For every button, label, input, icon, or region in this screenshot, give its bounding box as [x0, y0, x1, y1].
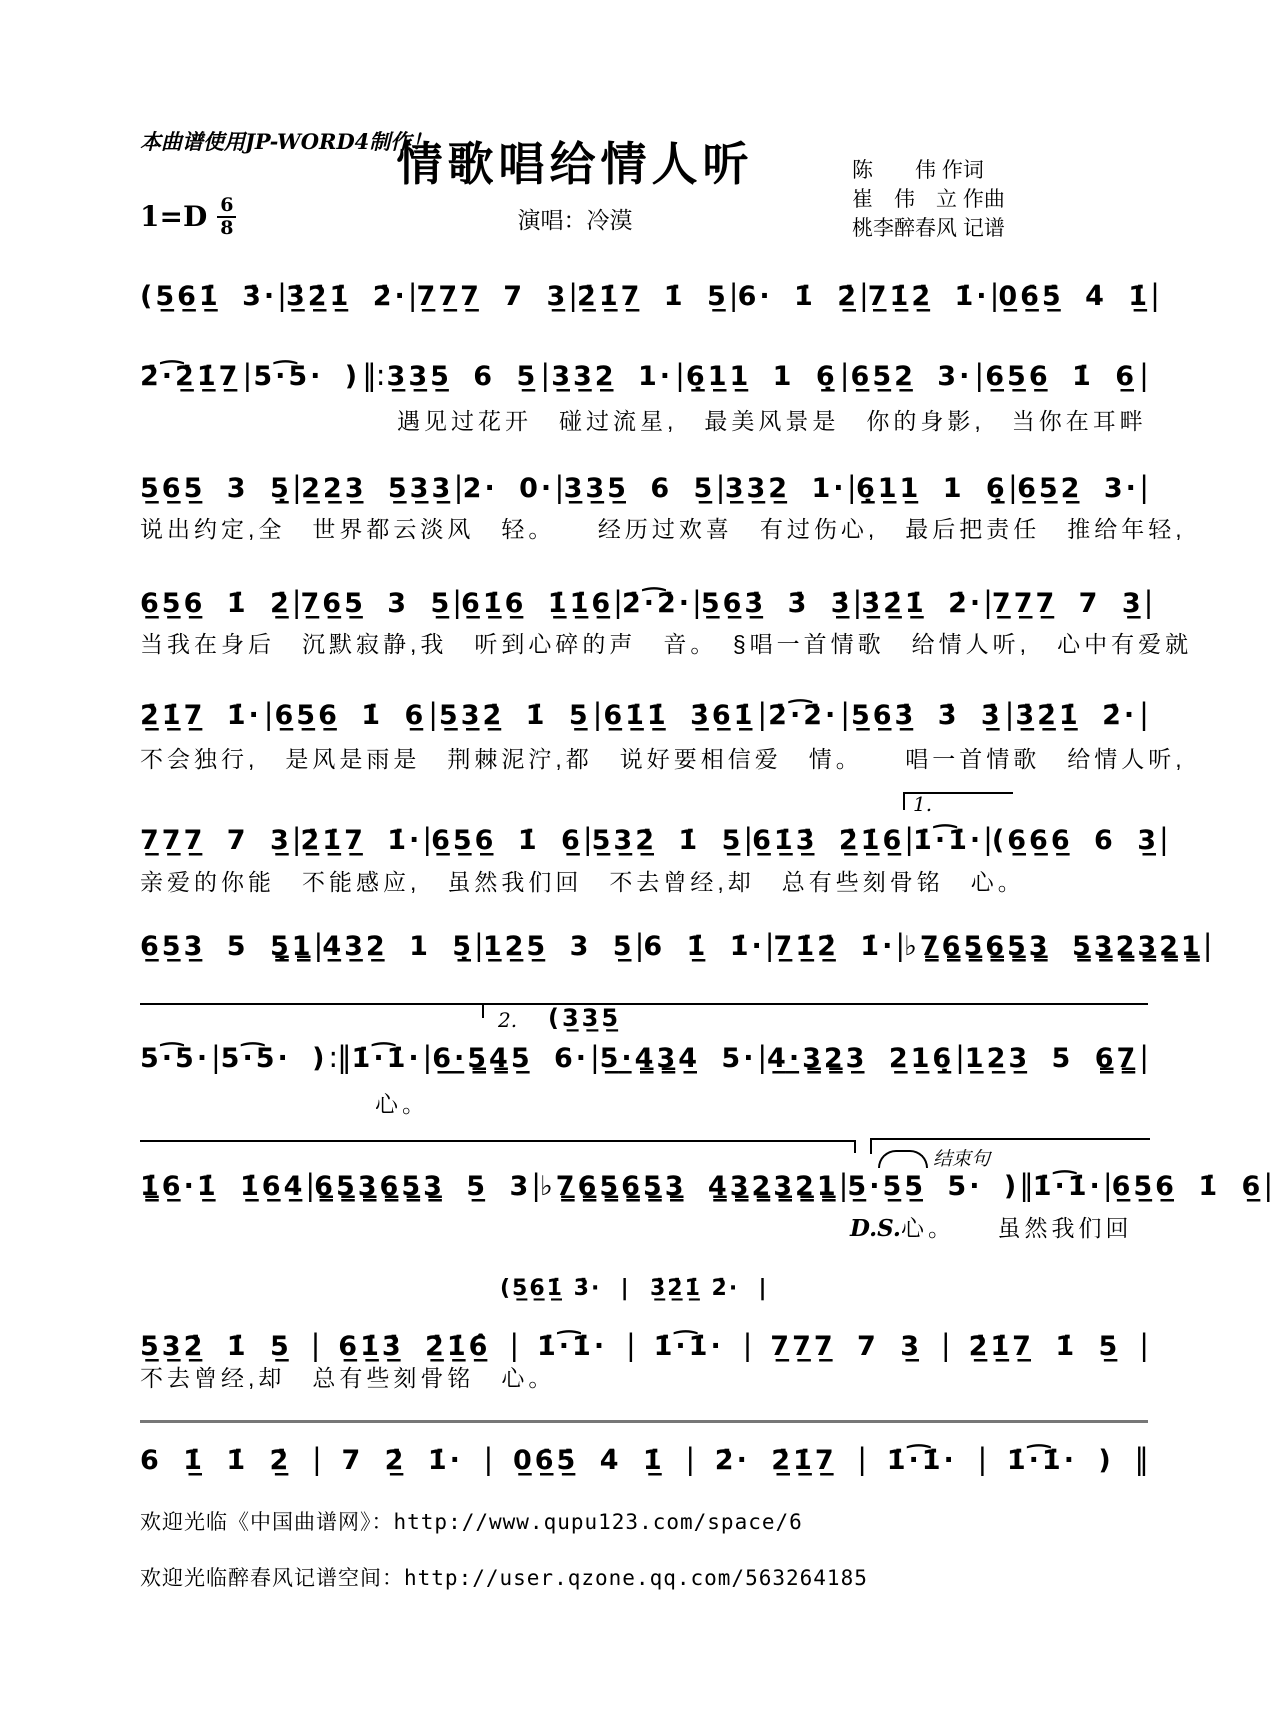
- lyrics-text: 不会独行, 是风是雨是 荆棘泥泞,都 说好要相信爱 情。 唱一首情歌 给情人听,: [140, 746, 1186, 772]
- measure: 7̲1̲̇2̲̇ 1̇·: [773, 931, 896, 962]
- barline: |: [840, 697, 849, 731]
- barline: |: [974, 358, 984, 392]
- ending-phrase-label: 结束句: [933, 1149, 991, 1170]
- measure: 6̳5̳3̳6̳5̳3̳ 5̲ 3: [314, 1171, 532, 1202]
- credits-block: [852, 156, 1005, 243]
- measure: 7̲6̲5̲ 3 5̲: [300, 588, 453, 619]
- score-line-11: [140, 1442, 1148, 1476]
- measure: 1̇·͡1̇·: [536, 1331, 608, 1362]
- barline: |: [675, 358, 684, 392]
- measure: 6̣̲1̲1̲ 1 6̣̲: [685, 361, 838, 392]
- measure: 5̲3̲2̲̇ 1̇ 5̲: [140, 1331, 292, 1362]
- barline: |: [838, 1168, 848, 1202]
- maker-note: 本曲谱使用JP-WORD4制作！: [140, 129, 433, 154]
- measure: 5·͡5· ): [253, 361, 361, 392]
- measure: (5̲6̲1̲̇ 3̇·: [140, 281, 278, 312]
- barline: |: [483, 1442, 493, 1476]
- key-label: 1=D: [140, 200, 208, 233]
- score-line-10: [140, 1328, 1148, 1362]
- score-line-4: [140, 585, 1153, 619]
- measure: 5̲6̲5̲ 3 5̣̲: [140, 473, 292, 504]
- lyricist-credit: 陈 伟 作词: [852, 159, 984, 182]
- barline: |: [858, 278, 868, 312]
- barline: |: [634, 928, 644, 962]
- barline: |: [210, 1040, 220, 1074]
- barline: |: [509, 1328, 519, 1362]
- measure: 6̲5̲6̲ 1̇ 2̲̇: [140, 588, 292, 619]
- ending-extension-tick: [854, 1140, 856, 1153]
- measure: 6̲5̲6̲ 1̇ 6̲: [274, 700, 427, 731]
- measure: 3̲3̲5̲ 6 5̲: [386, 361, 539, 392]
- ending-extension-line: [140, 1140, 856, 1142]
- meter-denominator: 8: [220, 217, 234, 239]
- barline: |: [742, 1328, 752, 1362]
- barline: |: [955, 1040, 964, 1074]
- measure: 6̲5̲6̲ 1̇ 6̲: [1111, 1171, 1264, 1202]
- lyrics-line-6: [140, 864, 1025, 897]
- measure: 2̇·͡2̇·: [621, 588, 693, 619]
- barline: |: [554, 470, 564, 504]
- bracket-continuation-line: [140, 1420, 1148, 1423]
- score-line-6: [140, 822, 1168, 856]
- lyrics-line-2: [397, 403, 1147, 436]
- measure: 4̲3̲2̲ 1 5̣̲: [322, 931, 475, 962]
- measure: 2̇·͡2̇·: [768, 700, 839, 731]
- barline: ‖:: [362, 358, 385, 392]
- barline: |: [692, 585, 701, 619]
- barline: |: [839, 358, 849, 392]
- barline: |: [540, 358, 550, 392]
- lyrics-line-9: [850, 1210, 1132, 1243]
- measure: 5̲·5̲5̲ 5· ): [847, 1171, 1020, 1202]
- volta-2-label: 2.: [498, 1008, 518, 1032]
- barline: |: [1150, 278, 1159, 312]
- barline: |: [277, 278, 286, 312]
- barline: |: [292, 470, 301, 504]
- barline: ‖: [1134, 1442, 1148, 1476]
- barline: |: [977, 1442, 987, 1476]
- dal-segno-label: D.S.: [850, 1215, 901, 1242]
- measure: 1̳̇6̲·1̲̇ 1̲̇6̲4̲: [140, 1171, 306, 1202]
- barline: :‖: [328, 1040, 351, 1074]
- barline: |: [1202, 928, 1212, 962]
- barline: |: [1004, 697, 1014, 731]
- measure: 7̲7̲7̲ 7 3̲: [770, 1331, 923, 1362]
- measure: 6̲5̲6̲ 1̇ 6̲: [985, 361, 1137, 392]
- barline: |: [582, 822, 592, 856]
- barline: |: [592, 697, 602, 731]
- measure: 1̇·͡1̇·: [1032, 1171, 1103, 1202]
- volta-extension-line: [140, 1003, 1148, 1005]
- measure: 5̲3̲2̲̇ 1̇ 5̲: [591, 825, 744, 856]
- measure: 6̲1̲̇3̲̇ 2̲̇1̲̇6̲̂: [338, 1331, 491, 1362]
- measure: 7̲1̲̇2̲̇ 1̇·: [867, 281, 990, 312]
- measure: 0̲6̲̇5̲̇ 4̇ 1̲̇: [512, 1445, 665, 1476]
- measure: 6̲1̲̇6̲ 1̲̇1̲̇6̲: [461, 588, 614, 619]
- measure: 2· 0·: [462, 473, 555, 504]
- measure: 1̇·͡1̇·: [886, 1445, 957, 1476]
- barline: |: [940, 1328, 950, 1362]
- barline: |: [312, 1442, 321, 1476]
- measure: 7̲7̲7̲ 7 3̲: [140, 825, 292, 856]
- volta-1-bracket: [903, 792, 1013, 816]
- song-title: 情歌唱给情人听: [396, 138, 754, 190]
- measure: 2̲̇1̲̇7̲ 1̇ 5̲: [577, 281, 729, 312]
- transcriber-credit: 桃李醉春风 记谱: [852, 217, 1005, 240]
- barline: ‖: [1019, 1168, 1033, 1202]
- measure: 2̲̇1̲̇7̲ 1̇·: [140, 700, 262, 731]
- barline: |: [764, 928, 774, 962]
- lyrics-line-8: [375, 1086, 429, 1119]
- measure: 5̲6̲3̲̇ 3̇ 3̲̇: [850, 700, 1003, 731]
- barline: |: [989, 278, 999, 312]
- lyrics-line-10: [140, 1360, 555, 1393]
- measure: 5·͡5·: [140, 1043, 211, 1074]
- measure: 5̲6̲3̲̇ 3̇ 3̲̇: [700, 588, 853, 619]
- measure: 6̲·̲5̳4̳5̲ 6·: [432, 1043, 590, 1074]
- barline: |: [1139, 1040, 1148, 1074]
- barline: |: [291, 822, 301, 856]
- barline: |: [453, 470, 463, 504]
- score-line-8: [140, 1040, 1148, 1074]
- measure: 6 1̲̇ 1̇·: [643, 931, 765, 962]
- measure: 6̲5̲2̲ 3·: [850, 361, 973, 392]
- barline: |: [1139, 358, 1148, 392]
- measure: 4̲·̲3̳2̳3̲ 2̲1̲6̣̲: [767, 1043, 955, 1074]
- measure: 6̲1̲̇1̲̇ 3̲̇6̲1̲̇: [603, 700, 756, 731]
- score-line-1: [140, 278, 1159, 312]
- barline: |: [904, 822, 914, 856]
- lyrics-line-4: [140, 626, 1192, 659]
- barline: |: [852, 585, 862, 619]
- lyrics-line-3: [140, 511, 1186, 544]
- score-line-9: [140, 1168, 1272, 1202]
- barline: |: [422, 822, 432, 856]
- barline: |: [715, 470, 725, 504]
- barline: |: [305, 1168, 315, 1202]
- measure: 6̲1̲̇3̲̇ 2̲̇1̲̇6̲: [752, 825, 905, 856]
- lyrics-text: 心。: [375, 1091, 429, 1117]
- barline: |: [1007, 470, 1017, 504]
- lyrics-text: 亲爱的你能 不能感应, 虽然我们回 不去曾经,却 总有些刻骨铭 心。: [140, 869, 1025, 895]
- score-line-7: [140, 928, 1212, 962]
- measure: 7̲7̲7̲ 7 3̲: [991, 588, 1144, 619]
- qzone-space-link-text: 欢迎光临醉春风记谱空间：http://user.qzone.qq.com/563264185: [140, 1566, 868, 1590]
- measure: 2̇·͡2̲̇1̲̇7̲: [140, 361, 241, 392]
- measure: 3̲̇2̲̇1̲̇ 2̇·: [285, 281, 408, 312]
- measure: 6̣̲1̲1̲ 1 6̣̲: [855, 473, 1008, 504]
- composer-credit: 崔 伟 立 作曲: [852, 188, 1005, 211]
- measure: 5̲·̲4̳3̳4̲ 5·: [599, 1043, 757, 1074]
- score-line-5: [140, 697, 1148, 731]
- measure: 6̲5̲3̲ 5 5̣̳1̳: [140, 931, 314, 962]
- measure: 6· 1̇ 2̲̇: [737, 281, 859, 312]
- measure: 6̲5̲6̲ 1̇ 6̲: [431, 825, 583, 856]
- barline: |: [242, 358, 252, 392]
- barline: |: [685, 1442, 695, 1476]
- measure: 3̲̇2̲̇1̲̇ 2̇·: [1015, 700, 1138, 731]
- barline: |: [1159, 822, 1168, 856]
- measure: 6̲5̲2̲ 3·: [1017, 473, 1139, 504]
- barline: |: [846, 470, 856, 504]
- measure: 1̇·͡1̇· ): [1006, 1445, 1114, 1476]
- ossia-pickup-notes: (5̲6̲1̲̇ 3̇· | 3̲̇2̲̇1̲̇ 2̇· |: [500, 1276, 769, 1301]
- key-signature: [140, 196, 236, 238]
- measure: 3̲3̲2̲ 1·: [551, 361, 673, 392]
- measure: 7 2̲̇ 1̇·: [341, 1445, 463, 1476]
- measure: 1̲2̲5̲ 3 5̲: [482, 931, 635, 962]
- measure: 1̇·͡1̇·: [653, 1331, 724, 1362]
- volta-2-pickup-notes: (3̲3̲5̲: [548, 1004, 622, 1032]
- barline: |: [531, 1168, 541, 1202]
- measure: 2̲̇1̲̇7̲ 1̇ 5̲: [968, 1331, 1121, 1362]
- tie-arc: [878, 1150, 928, 1168]
- score-line-2: [140, 358, 1148, 392]
- measure: 3̲3̲5̲ 6 5̲: [563, 473, 716, 504]
- measure: 5·͡5· ): [220, 1043, 328, 1074]
- barline: |: [857, 1442, 867, 1476]
- barline: |: [263, 697, 273, 731]
- measure: 2̲̇1̲̇7̲ 1̇·: [300, 825, 423, 856]
- barline: |: [1139, 697, 1148, 731]
- barline: |: [743, 822, 753, 856]
- barline: |: [757, 697, 767, 731]
- barline: |: [1139, 1328, 1148, 1362]
- lyrics-line-5: [140, 741, 1186, 774]
- time-signature: [217, 196, 236, 238]
- barline: |: [1139, 470, 1148, 504]
- measure: ♭7̳6̳5̳6̳5̳3̳ 4̳3̳2̳3̳2̳1̳: [540, 1171, 839, 1202]
- barline: |: [291, 585, 301, 619]
- barline: |: [1143, 585, 1153, 619]
- barline: |: [589, 1040, 599, 1074]
- barline: |: [407, 278, 417, 312]
- barline: |: [625, 1328, 635, 1362]
- barline: |: [983, 585, 992, 619]
- measure: 2̲2̲3̲ 5̲3̲3̲: [301, 473, 454, 504]
- measure: 1̇·͡1̇·: [351, 1043, 422, 1074]
- barline: |: [895, 928, 905, 962]
- barline: |: [728, 278, 738, 312]
- lyrics-text: 说出约定,全 世界都云淡风 轻。 经历过欢喜 有过伤心, 最后把责任 推给年轻,: [140, 516, 1186, 542]
- measure: 1̇·͡1̇·: [913, 825, 984, 856]
- volta-1-label: 1.: [913, 792, 933, 816]
- measure: (6̲6̲6̲ 6 3̲: [991, 825, 1159, 856]
- measure: 6 1̲̇ 1̇ 2̲̇: [140, 1445, 292, 1476]
- barline: |: [1263, 1168, 1272, 1202]
- barline: |: [757, 1040, 767, 1074]
- volta-2-tick: [482, 1003, 484, 1018]
- measure: 0̲6̲̇5̲̇ 4̇ 1̲̇: [998, 281, 1151, 312]
- barline: |: [313, 928, 323, 962]
- barline: |: [310, 1328, 320, 1362]
- score-line-3: [140, 470, 1148, 504]
- measure: 5̲3̲2̲̇ 1̇ 5̲: [438, 700, 591, 731]
- barline: |: [474, 928, 483, 962]
- qupu-site-link-text: 欢迎光临《中国曲谱网》：http://www.qupu123.com/space/6: [140, 1510, 803, 1534]
- measure: 2̇· 2̲̇1̲̇7̲: [714, 1445, 837, 1476]
- lyrics-text: 遇见过花开 碰过流星, 最美风景是 你的身影, 当你在耳畔: [397, 408, 1147, 434]
- barline: |: [613, 585, 622, 619]
- measure: 1̲2̲3̲ 5 6̳7̳: [964, 1043, 1139, 1074]
- meter-numerator: 6: [217, 196, 236, 218]
- measure: ♭7̳6̳5̳6̳5̳3̳ 5̳3̳2̳3̳2̳1̳: [904, 931, 1203, 962]
- barline: |: [422, 1040, 432, 1074]
- barline: |: [452, 585, 462, 619]
- barline: |: [568, 278, 578, 312]
- barline: |: [983, 822, 992, 856]
- measure: 3̲3̲2̲ 1·: [724, 473, 847, 504]
- barline: |: [428, 697, 437, 731]
- lyrics-text: 不去曾经,却 总有些刻骨铭 心。: [140, 1365, 556, 1391]
- lyrics-text: 当我在身后 沉默寂静,我 听到心碎的声 音。 §唱一首情歌 给情人听, 心中有爱就: [140, 631, 1193, 657]
- measure: 7̲7̲7̲ 7 3̲: [416, 281, 569, 312]
- lyrics-text: 心。 虽然我们回: [900, 1215, 1133, 1241]
- singer-label: 演唱：冷漠: [517, 207, 633, 233]
- barline: |: [1102, 1168, 1112, 1202]
- measure: 3̲̇2̲̇1̲̇ 2̇·: [861, 588, 984, 619]
